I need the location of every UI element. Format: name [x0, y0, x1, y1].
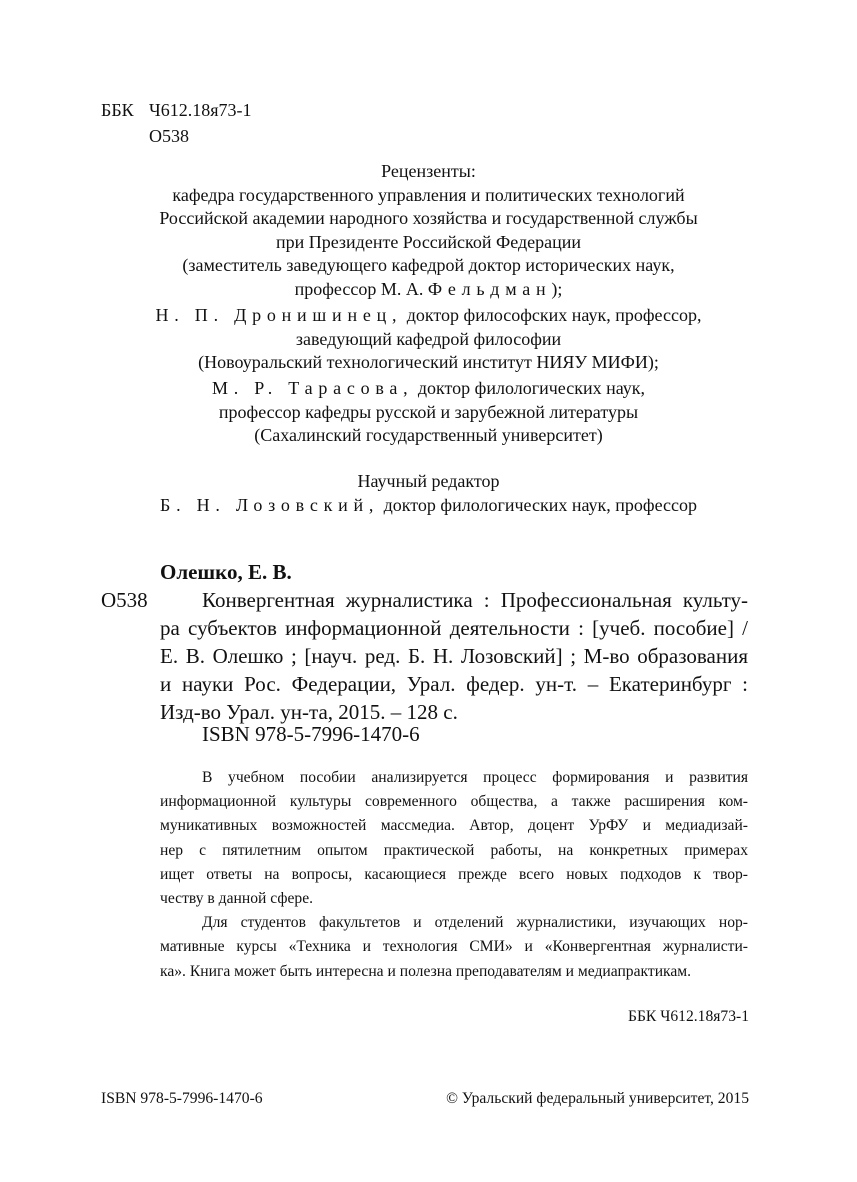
- annotation-line: муникативных возможностей массмедиа. Автор, доцент УрФУ и медиадизай-: [160, 817, 748, 835]
- bbk-bottom: ББК Ч612.18я73-1: [628, 1008, 749, 1025]
- head-name: Фельдман: [427, 278, 552, 299]
- reviewer-org-head: [60, 278, 797, 302]
- reviewer-org-line: при Президенте Российской Федерации: [275, 231, 582, 252]
- catalogue-line: Е. В. Олешко ; [науч. ред. Б. Н. Лозовский] ; М-во образования: [160, 644, 748, 668]
- annotation: [160, 766, 748, 984]
- editor-heading: Научный редактор: [357, 471, 500, 491]
- reviewer-2-position: профессор кафедры русской и зарубежной литературы: [218, 401, 639, 422]
- reviewer-2: [60, 377, 797, 448]
- catalogue-line: Конвергентная журналистика : Профессиональная культу-: [202, 588, 748, 612]
- bbk-code: Ч612.18я73-1: [149, 100, 252, 120]
- catalogue-isbn: ISBN 978-5-7996-1470-6: [202, 722, 420, 746]
- reviewer-2-affiliation: (Сахалинский государственный университет): [254, 425, 603, 445]
- catalogue-line: Изд-во Урал. ун-та, 2015. – 128 с.: [160, 700, 458, 724]
- catalogue-author: Олешко, Е. В.: [160, 560, 292, 584]
- author-sign: О538: [149, 126, 189, 146]
- catalogue-line: ра субъектов информационной деятельности : [учеб. пособие] /: [160, 616, 748, 640]
- reviewer-2-title: доктор филологических наук,: [417, 378, 646, 398]
- reviewer-org-line: Российской академии народного хозяйства и государственной службы: [159, 208, 698, 228]
- reviewer-org-line: (заместитель заведующего кафедрой доктор исторических наук,: [182, 255, 675, 275]
- footer-isbn: ISBN 978-5-7996-1470-6: [101, 1090, 263, 1107]
- reviewer-1: [60, 304, 797, 375]
- reviewer-org-line: кафедра государственного управления и политических технологий: [172, 184, 685, 205]
- head-prefix: профессор М. А.: [294, 278, 424, 299]
- catalogue-description: [160, 586, 748, 726]
- editor-name: Б. Н. Лозовский,: [159, 494, 380, 515]
- reviewer-2-line: [60, 377, 797, 401]
- annotation-line: Для студентов факультетов и отделений журналистики, изучающих нор-: [202, 914, 748, 932]
- editor-line: [60, 494, 797, 518]
- head-suffix: );: [551, 278, 563, 299]
- footer-copyright: © Уральский федеральный университет, 2015: [446, 1090, 749, 1107]
- annotation-line: нер с пятилетним опытом практической работы, на конкретных примерах: [160, 841, 748, 859]
- annotation-line: мативные курсы «Техника и технология СМИ» и «Конвергентная журналисти-: [160, 938, 748, 956]
- annotation-line: ка». Книга может быть интересна и полезна преподавателям и медиапрактикам.: [160, 962, 692, 980]
- reviewers-block: [60, 160, 797, 301]
- reviewer-1-position: заведующий кафедрой философии: [295, 328, 562, 349]
- annotation-line: ищет ответы на вопросы, касающиеся прежде всего новых подходов к твор-: [160, 865, 748, 883]
- editor-title: доктор филологических наук, профессор: [383, 494, 697, 515]
- editor-block: [60, 470, 797, 517]
- reviewer-1-affiliation: (Новоуральский технологический институт НИЯУ МИФИ);: [198, 352, 659, 372]
- annotation-line: честву в данной сфере.: [160, 890, 314, 908]
- reviewer-1-line: [60, 304, 797, 328]
- reviewer-2-name: М. Р. Тарасова,: [211, 378, 414, 398]
- catalogue-line: и науки Рос. Федерации, Урал. федер. ун-т. – Екатеринбург :: [160, 672, 748, 696]
- catalogue-sign: О538: [101, 588, 148, 612]
- reviewers-heading: Рецензенты:: [381, 161, 476, 181]
- bbk-label: ББК: [101, 100, 134, 120]
- reviewer-1-title: доктор философских наук, профессор,: [406, 305, 702, 325]
- annotation-line: информационной культуры современного общества, а также расширения ком-: [160, 793, 748, 811]
- reviewer-1-name: Н. П. Дронишинец,: [155, 305, 403, 325]
- annotation-line: В учебном пособии анализируется процесс формирования и развития: [202, 769, 748, 786]
